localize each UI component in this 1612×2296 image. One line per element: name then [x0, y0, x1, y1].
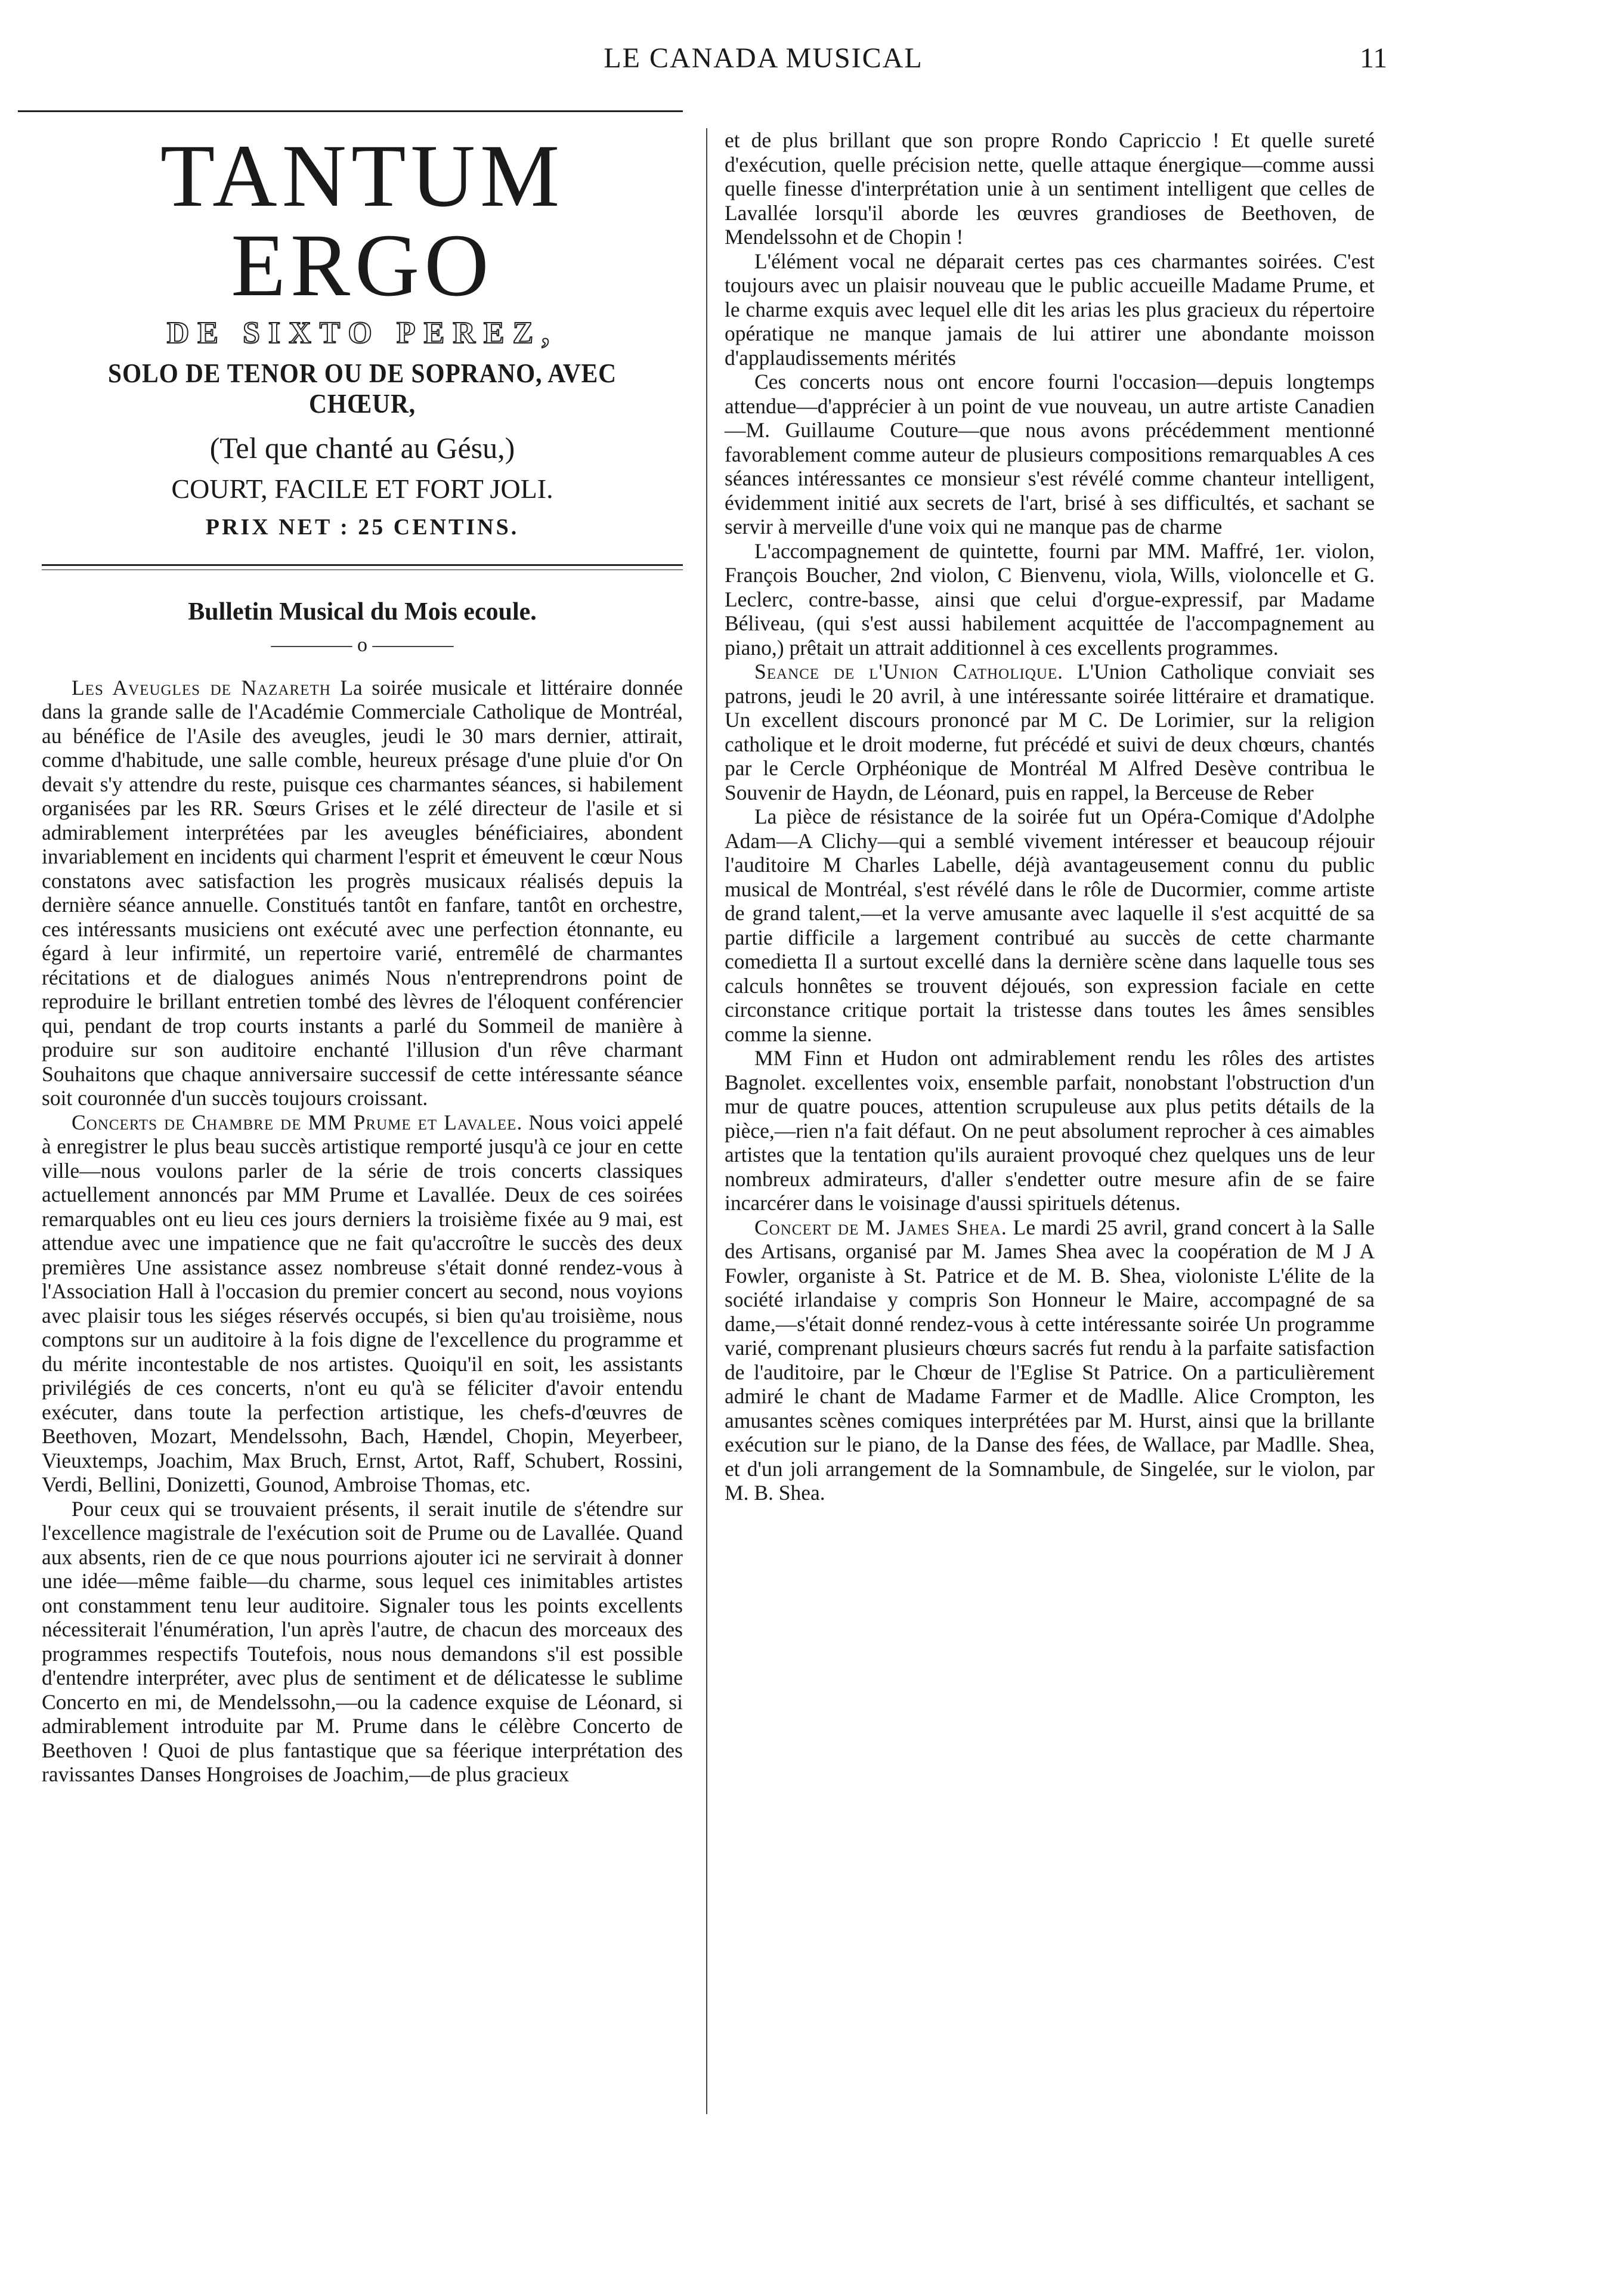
column-divider [706, 128, 707, 2114]
article-text: Le mardi 25 avril, grand concert à la Salle des Artisans, organisé par M. James Shea avec la coopération de M J A Fowler, organiste à St. Patrice et de M. B. Shea, violoniste L'élite de la société irlandaise y compris Son Honneur le Maire, accompagné de sa dame,—s'était donné rendez-vous à cette intéressante soirée Un programme varié, comprenant plusieurs chœurs sacrés fut rendu à la parfaite satisfaction de l'auditoire, par le Chœur de l'Eglise St Patrice. On a particulièrement admiré le chant de Madame Farmer et de Madlle. Alice Crompton, les amusantes scènes comiques interprétées par M. Hurst, ainsi que la brillante exécution sur le piano, de la Danse des fées, de Wallace, par Madlle. Shea, et d'un joli arrangement de la Somnambule, de Singelée, sur le violon, par M. B. Shea. [725, 1215, 1375, 1505]
ad-composer: DE SIXTO PEREZ, [166, 316, 558, 350]
article-concerts [42, 1110, 683, 1497]
section-rule [42, 564, 683, 570]
advertisement [42, 126, 683, 540]
article-heading: Les Aveugles de Nazareth [72, 675, 331, 700]
article-paragraph: MM Finn et Hudon ont admirablement rendu les rôles des artistes Bagnolet. excellentes voix, ensemble parfait, nonobstant l'obstruction d'un mur de quatre pouces, attention scrupuleuse aux plus petits détails de la pièce,—rien n'a fait défaut. On ne peut absolument reprocher à ces aimables artistes que la tentation qu'ils auraient provoqué chez quelques uns de leur nombreux admirateurs, d'aller s'endetter outre mesure afin de se faire incarcérer dans le voisinage d'aussi spirituels détenus. [725, 1046, 1375, 1215]
ad-title: TANTUM ERGO [160, 126, 565, 315]
ad-voices: SOLO DE TENOR OU DE SOPRANO, AVEC CHŒUR, [108, 358, 617, 419]
article-paragraph: Pour ceux qui se trouvaient présents, il serait inutile de s'étendre sur l'excellence magistrale de l'exécution soit de Prume ou de Lavallée. Quand aux absents, rien de ce que nous pourrions ajouter ici ne servirait à donner une idée—même faible—du charme, sous lequel ces inimitables artistes ont constamment tenu leur auditoire. Signaler tous les points excellents nécessiterait l'énumération, l'un après l'autre, de chacun des morceaux des programmes respectifs Toutefois, nous nous demandons s'il est possible d'entendre interpréter, avec plus de sentiment et de délicatesse le sublime Concerto en mi, de Mendelssohn,—ou la cadence exquise de Léonard, si admirablement introduite par M. Prume dans le célèbre Concerto de Beethoven ! Quoi de plus fantastique que sa féerique interprétation des ravissantes Danses Hongroises de Joachim,—de plus gracieux [42, 1496, 683, 1787]
article-shea [725, 1215, 1375, 1505]
article-heading: Concert de M. James Shea. [754, 1215, 1007, 1239]
bulletin-title: Bulletin Musical du Mois ecoule. [188, 598, 537, 626]
ad-note: (Tel que chanté au Gésu,) [209, 431, 515, 465]
left-column [42, 128, 683, 1787]
article-paragraph: L'accompagnement de quintette, fourni par MM. Maffré, 1er. violon, François Boucher, 2nd violon, C Bienvenu, viola, Wills, violoncelle et G. Leclerc, contre-basse, ainsi que celui d'orgue-expressif, par Madame Béliveau, (qui s'est aussi habilement acquittée de l'accompagnement au piano,) prêtait un attrait additionnel à ces excellents programmes. [725, 539, 1375, 660]
right-column [725, 128, 1375, 1505]
header-rule [18, 110, 683, 112]
article-paragraph: et de plus brillant que son propre Rondo Capriccio ! Et quelle sureté d'exécution, quelle précision nette, quelle attaque énergique—comme aussi quelle finesse d'interprétation unie à un sentiment intelligent que celles de Lavallée lorsqu'il aborde les œuvres grandioses de Beethoven, de Mendelssohn et de Chopin ! [725, 128, 1375, 249]
article-paragraph: Ces concerts nous ont encore fourni l'occasion—depuis longtemps attendue—d'apprécier à un point de vue nouveau, un autre artiste Canadien—M. Guillaume Couture—que nous avons précédemment mentionné favorablement comme auteur de plusieurs compositions remarquables A ces séances intéressantes ce monsieur s'est révélé comme chanteur intelligent, évidemment initié aux secrets de l'art, brisé à ses difficultés, et sachant se servir à merveille d'une voix qui ne manque pas de charme [725, 370, 1375, 539]
ad-price: PRIX NET : 25 CENTINS. [205, 514, 519, 540]
article-paragraph: L'élément vocal ne déparait certes pas ces charmantes soirées. C'est toujours avec un plaisir nouveau que le public accueille Madame Prume, et le charme exquis avec lequel elle dit les arias les plus gracieux du répertoire opératique ne manque jamais de lui attirer une abondante moisson d'applaudissements mérités [725, 249, 1375, 370]
article-paragraph: La pièce de résistance de la soirée fut un Opéra-Comique d'Adolphe Adam—A Clichy—qui a semblé vivement intéresser et beaucoup réjouir l'auditoire M Charles Labelle, déjà avantageusement connu du public musical de Montréal, s'est révélé dans le rôle de Ducormier, comme artiste de grand talent,—et la verve amusante avec laquelle il s'est acquitté de sa partie difficile a largement contribué au succès de cette charmante comedietta Il a surtout excellé dans la dernière scène dans laquelle tous ses calculs honnêtes se trouvent déjoués, son expression faciale en cette circonstance critique portait la tristesse dans toutes les âmes sensibles comme la sienne. [725, 804, 1375, 1046]
article-union [725, 660, 1375, 804]
page-number: 11 [1360, 42, 1388, 74]
article-aveugles [42, 676, 683, 1110]
article-text: Nous voici appelé à enregistrer le plus beau succès artistique remporté jusqu'à ce jour en cette ville—nous voulons parler de la série de trois concerts classiques actuellement annoncés par MM Prume et Lavallée. Deux de ces soirées remarquables ont eu lieu ces jours derniers la troisième fixée au 9 mai, est attendue avec une impatience que ne fait qu'accroître le succès des deux premières Une assistance assez nombreuse s'était donné rendez-vous à l'Association Hall à l'occasion du premier concert au second, nous voyions avec plaisir tous les siéges réservés occupés, si bien qu'au troisième, nous comptons sur un auditoire à la fois digne de l'excellence du programme et du mérite incontestable de nos artistes. Quoiqu'il en soit, les assistants privilégiés de ces concerts, n'ont eu qu'à se féliciter d'avoir entendu exécuter, dans toute la perfection artistique, les chefs-d'œuvres de Beethoven, Mozart, Mendelssohn, Bach, Hændel, Chopin, Meyerbeer, Vieuxtemps, Joachim, Max Bruch, Ernst, Artot, Raff, Schubert, Rossini, Verdi, Bellini, Donizetti, Gounod, Ambroise Thomas, etc. [42, 1110, 683, 1497]
ornament-divider: ———— o ———— [271, 634, 454, 657]
article-text: L'Union Catholique conviait ses patrons, jeudi le 20 avril, à une intéressante soirée littéraire et dramatique. Un excellent discours prononcé par M C. De Lorimier, sur la religion catholique et le droit moderne, fut précédé et suivi de deux chœurs, chantés par le Cercle Orphéonique de Montréal M Alfred Desève contribua le Souvenir de Haydn, de Léonard, puis en rappel, la Berceuse de Reber [725, 660, 1375, 804]
article-text: La soirée musicale et littéraire donnée dans la grande salle de l'Académie Commerciale Catholique de Montréal, au bénéfice de l'Asile des aveugles, jeudi le 30 mars dernier, attirait, comme d'habitude, une salle comble, heureux présage d'une pluie d'or On devait s'y attendre du reste, puisque ces charmantes séances, si habilement organisées par les RR. Sœurs Grises et le zélé directeur de l'asile et si admirablement interprétées par les aveugles bénéficiaires, abondent invariablement en incidents qui charment l'esprit et émeuvent le cœur Nous constatons avec satisfaction les progrès musicaux réalisés depuis la dernière séance annuelle. Constitués tantôt en fanfare, tantôt en orchestre, ces intéressants musiciens ont exécuté avec une perfection étonnante, eu égard à leur infirmité, un repertoire varié, entremêlé de charmantes récitations et de dialogues animés Nous n'entreprendrons point de reproduire le brillant entretien tombé des lèvres de l'éloquent conférencier qui, pendant de trop courts instants a parlé du Sommeil de manière à produire sur son auditoire enchanté l'illusion d'un rêve charmant Souhaitons que chaque anniversaire successif de cette intéressante séance soit couronnée d'un succès toujours croissant. [42, 675, 683, 1110]
ad-description: COURT, FACILE ET FORT JOLI. [171, 474, 553, 505]
running-head: LE CANADA MUSICAL [604, 42, 923, 74]
article-heading: Seance de l'Union Catholique. [754, 660, 1064, 683]
article-heading: Concerts de Chambre de MM Prume et Lavalee. [72, 1110, 523, 1134]
